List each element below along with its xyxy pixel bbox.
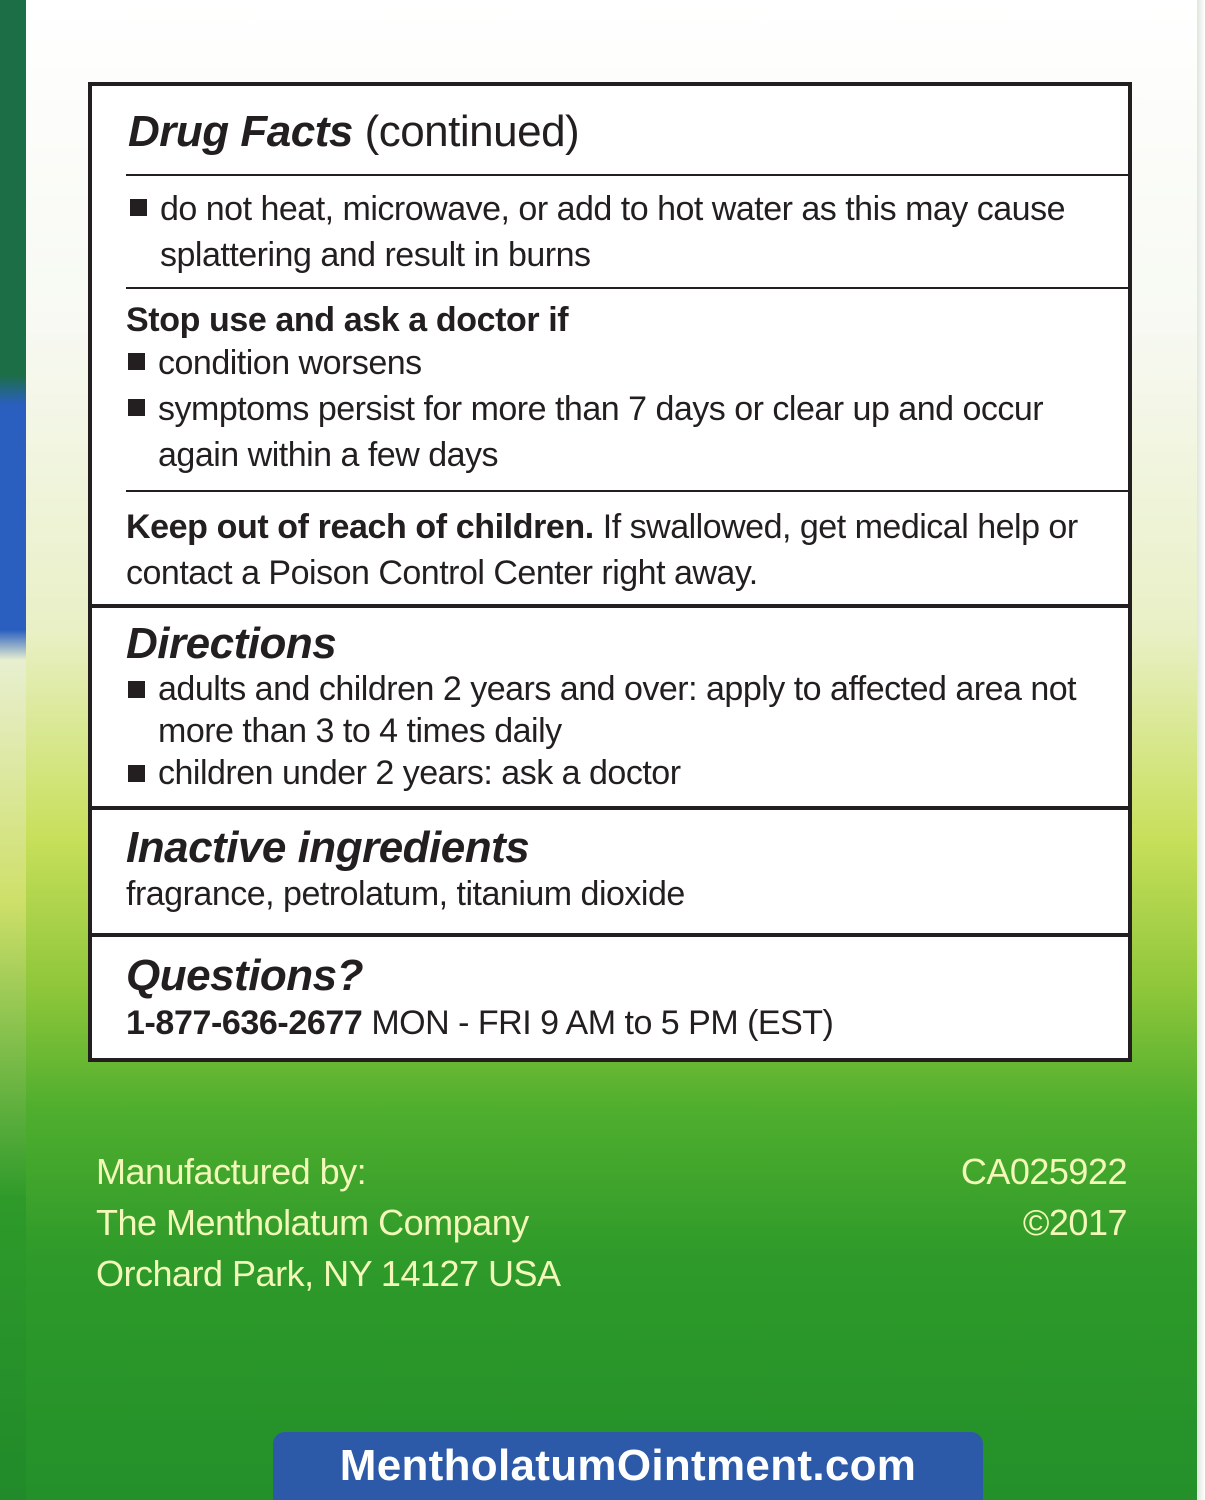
keep-out-body: If swallowed, get medical help or contact a Poison Control Center right away. bbox=[126, 508, 1078, 592]
questions-hours: MON - FRI 9 AM to 5 PM (EST) bbox=[371, 1004, 834, 1042]
stop-use-bullet: symptoms persist for more than 7 days or clear up and occur again within a few days bbox=[126, 386, 1116, 478]
manufacturer-address: Orchard Park, NY 14127 USA bbox=[96, 1253, 561, 1294]
lot-code: CA025922 bbox=[960, 1151, 1127, 1192]
drug-facts-title-bold: Drug Facts bbox=[128, 107, 353, 156]
directions-heading: Directions bbox=[126, 619, 337, 668]
questions-phone: 1-877-636-2677 bbox=[126, 1004, 363, 1042]
manufacturer-label: Manufactured by: bbox=[96, 1151, 367, 1192]
directions-bullet: adults and children 2 years and over: apply to affected area not more than 3 to 4 times daily bbox=[126, 668, 1118, 752]
warning-bullet: do not heat, microwave, or add to hot water as this may cause splattering and result in burns bbox=[128, 186, 1068, 278]
questions-contact bbox=[126, 1000, 1116, 1046]
product-codes bbox=[961, 1146, 1127, 1248]
bullet-square-icon bbox=[128, 681, 145, 698]
inactive-ingredients-list: fragrance, petrolatum, titanium dioxide bbox=[126, 875, 685, 913]
stop-use-heading: Stop use and ask a doctor if bbox=[126, 301, 569, 339]
drug-facts-title bbox=[92, 108, 1128, 156]
stop-use-separator bbox=[126, 490, 1128, 492]
drug-facts-title-continued: (continued) bbox=[364, 107, 580, 156]
copyright: ©2017 bbox=[1022, 1202, 1127, 1243]
keep-out-heading: Keep out of reach of children. bbox=[126, 508, 594, 546]
inactive-ingredients-section bbox=[126, 824, 1116, 916]
right-packaging-edge bbox=[1197, 0, 1205, 1500]
website-banner: MentholatumOintment.com bbox=[273, 1432, 983, 1500]
keep-out-text bbox=[126, 504, 1111, 596]
manufacturer-company: The Mentholatum Company bbox=[96, 1202, 529, 1243]
bullet-square-icon bbox=[128, 399, 145, 416]
left-packaging-edge bbox=[0, 0, 26, 1500]
directions-bullet: children under 2 years: ask a doctor bbox=[126, 752, 1116, 794]
questions-heading: Questions? bbox=[126, 951, 364, 1000]
keep-out-separator bbox=[92, 604, 1128, 608]
title-separator bbox=[126, 174, 1128, 176]
bullet-square-icon bbox=[128, 765, 145, 782]
warning-section bbox=[128, 186, 1068, 278]
bullet-square-icon bbox=[128, 353, 145, 370]
stop-use-section bbox=[126, 300, 1116, 478]
keep-out-section bbox=[126, 504, 1111, 596]
manufacturer-block bbox=[96, 1146, 561, 1299]
directions-separator bbox=[92, 806, 1128, 810]
questions-section bbox=[126, 952, 1116, 1046]
drug-facts-panel bbox=[88, 82, 1132, 1062]
inactive-separator bbox=[92, 933, 1128, 937]
warning-separator bbox=[126, 287, 1128, 289]
directions-section bbox=[126, 620, 1116, 794]
stop-use-bullet: condition worsens bbox=[126, 340, 1116, 386]
inactive-ingredients-heading: Inactive ingredients bbox=[126, 823, 530, 872]
bullet-square-icon bbox=[130, 199, 147, 216]
